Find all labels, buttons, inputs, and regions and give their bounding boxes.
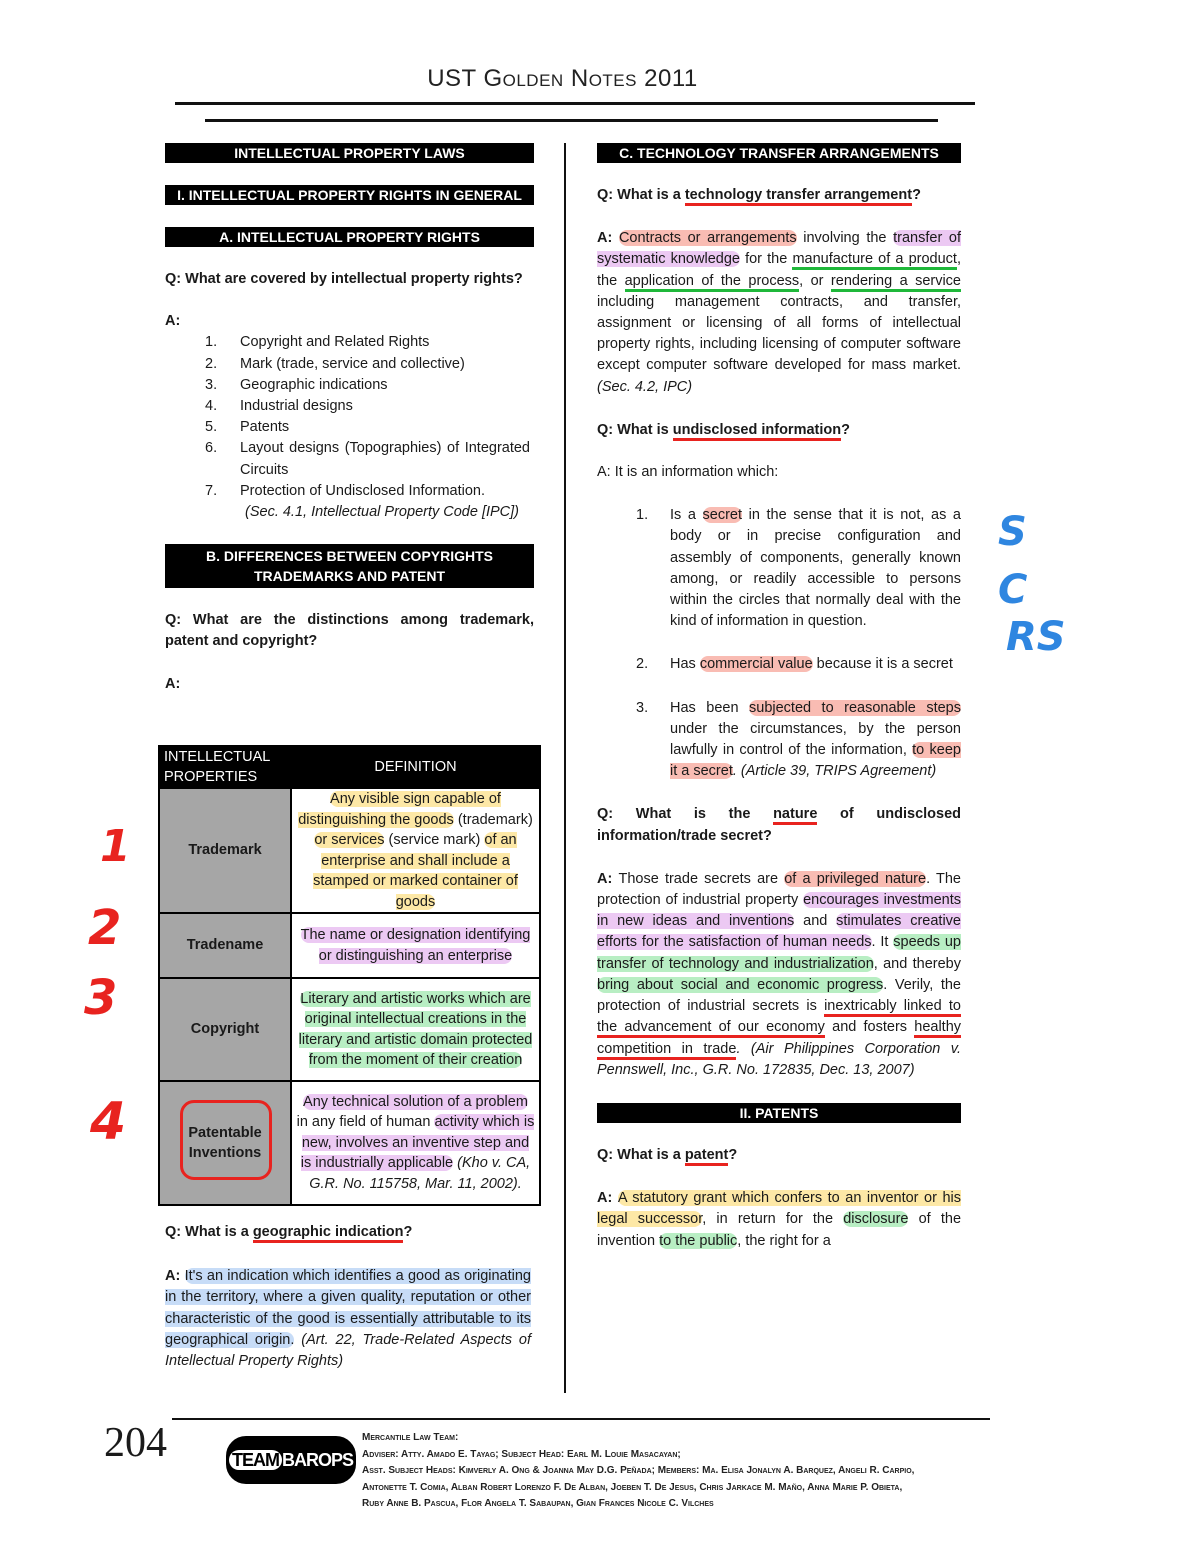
logo-text: TEAM <box>229 1450 282 1470</box>
text-segment: Has <box>670 656 700 673</box>
text-segment: A: <box>597 230 619 247</box>
table-row <box>159 978 540 1081</box>
handwritten-c: C <box>998 567 1028 613</box>
handwritten-s: S <box>998 509 1027 555</box>
property-definition <box>291 978 540 1081</box>
list-text: Patents <box>240 419 290 436</box>
highlighted-text: Contracts or arrangements <box>618 230 797 247</box>
list-item <box>205 417 530 438</box>
answer <box>597 1188 961 1252</box>
highlighted-text: to the public <box>659 1232 738 1249</box>
highlighted-text: Literary and artistic works which are original intellectual creations in the literary and artistic domain protected from the moment of their creation <box>298 990 533 1068</box>
text-segment: and fosters <box>824 1019 915 1036</box>
list-text: Industrial designs <box>240 398 353 415</box>
text-segment: (trademark) <box>453 811 533 828</box>
underlined-text: healthy competition in trade <box>597 1019 961 1059</box>
highlighted-text: of a privileged nature <box>784 870 927 887</box>
list-number: 3. <box>205 376 218 393</box>
underlined-text: geographic indication <box>253 1224 404 1243</box>
citation: (Sec. 4.1, Intellectual Property Code [IPC]) <box>245 504 520 521</box>
highlighted-text: or services <box>314 832 385 848</box>
text-segment: . It <box>871 934 894 951</box>
highlighted-text: The name or designation identifying or distinguishing an enterprise <box>300 927 531 964</box>
list-item <box>636 698 961 783</box>
logo-text: BAROPS <box>282 1450 354 1470</box>
table-row <box>159 913 540 978</box>
column-header: INTELLECTUAL PROPERTIES <box>159 746 291 788</box>
underlined-text: application of the process <box>625 273 800 292</box>
highlighted-text: bring about social and economic progress <box>597 976 884 993</box>
list-text: Mark (trade, service and collective) <box>240 355 465 372</box>
text-segment: Q: What is <box>597 421 673 438</box>
question <box>597 1145 961 1166</box>
highlighted-text: subjected to reasonable steps <box>749 699 961 716</box>
text-segment: , the <box>597 251 961 289</box>
answer <box>597 228 961 398</box>
underlined-text: inextricably linked to the advancement of our economy <box>597 998 961 1038</box>
section-bar <box>165 544 534 588</box>
text-segment: Q: What is a <box>597 1146 685 1163</box>
credit-line: Mercantile Law Team: <box>362 1432 459 1443</box>
list-number: 5. <box>205 419 218 436</box>
credit-line: Asst. Subject Heads: Kimverly A. Ong & Joanna May D.G. Peñada; Members: Ma. Elisa Jonalyn A. Barquez, Angeli R. Carpio, <box>362 1465 915 1476</box>
list-number: 4. <box>205 398 218 415</box>
text-segment: because it is a secret <box>812 656 953 673</box>
property-definition <box>291 1081 540 1205</box>
text-segment: for the <box>739 251 793 268</box>
text-segment: , in return for the <box>702 1211 844 1228</box>
list-item <box>205 396 530 417</box>
property-definition <box>291 788 540 913</box>
section-bar: II. PATENTS <box>597 1103 961 1123</box>
property-name: Tradename <box>159 913 291 978</box>
highlighted-text: activity which is new, involves an inventive step and is industrially applicable <box>300 1114 535 1172</box>
list-number: 6. <box>205 440 218 457</box>
list-item <box>205 481 530 502</box>
highlighted-text: Any visible sign capable of distinguishing the goods <box>298 791 501 828</box>
section-bar: C. TECHNOLOGY TRANSFER ARRANGEMENTS <box>597 143 961 163</box>
list-item <box>205 438 530 480</box>
handwritten-3: 3 <box>84 970 118 1026</box>
underlined-text: patent <box>685 1147 729 1166</box>
text-segment: of the invention <box>597 1211 962 1249</box>
answer <box>597 869 961 1081</box>
text-segment: A: <box>165 1268 185 1285</box>
text-segment: ? <box>403 1224 413 1240</box>
text-segment: , the right for a <box>737 1232 831 1249</box>
highlighted-text: transfer of systematic knowledge <box>597 230 961 268</box>
underlined-text: manufacture of a product <box>792 251 957 270</box>
question <box>597 804 961 846</box>
text-segment: of undisclosed information/trade secret? <box>597 806 962 844</box>
answer-label: A: <box>165 675 181 692</box>
text-segment: ? <box>912 187 921 203</box>
list-text: Layout designs (Topographies) of Integrated Circuits <box>240 440 530 478</box>
list-text: Protection of Undisclosed Information. <box>240 482 486 499</box>
text-segment: Is a <box>670 507 703 524</box>
list-item <box>636 654 961 675</box>
header-rule-inner <box>205 119 938 122</box>
underlined-text: rendering a service <box>831 273 961 292</box>
text-segment: . Verily, the protection of industrial secrets is <box>597 976 961 1015</box>
property-definition <box>291 913 540 978</box>
header-rule <box>175 102 975 105</box>
answer-label: A: <box>165 313 181 330</box>
team-barops-logo <box>226 1436 356 1484</box>
section-bar-line: B. DIFFERENCES BETWEEN COPYRIGHTS <box>205 548 494 565</box>
underlined-text: undisclosed information <box>673 422 841 441</box>
answer-intro: A: It is an information which: <box>597 464 779 481</box>
list-item <box>205 354 530 375</box>
text-segment: Q: What is a <box>597 187 685 203</box>
property-name: Copyright <box>159 978 291 1081</box>
section-bar: INTELLECTUAL PROPERTY LAWS <box>165 143 534 163</box>
highlighted-text: disclosure <box>843 1211 909 1228</box>
table-row <box>159 788 540 913</box>
text-segment: A: <box>597 1190 618 1207</box>
footer-rule <box>172 1418 990 1420</box>
highlighted-text: (Art. 22, Trade-Related Aspects of Intellectual Property Rights) <box>165 1331 531 1370</box>
highlighted-text: stimulates creative efforts for the satisfaction of human needs <box>597 913 961 951</box>
right-column <box>597 143 961 1252</box>
text-segment: ? <box>728 1146 738 1163</box>
section-bar: A. INTELLECTUAL PROPERTY RIGHTS <box>165 227 534 247</box>
text-segment: and <box>794 913 837 930</box>
highlighted-text: Any technical solution of a problem <box>303 1093 528 1110</box>
hand-drawn-circle <box>180 1100 272 1180</box>
left-column-bottom <box>165 1222 531 1372</box>
credit-line: Ruby Anne B. Pascua, Flor Angela T. Sabaupan, Gian Frances Nicole C. Vilches <box>362 1498 714 1509</box>
team-credits <box>362 1430 914 1513</box>
question <box>165 1222 531 1243</box>
text-segment: . The protection of industrial property <box>597 870 962 909</box>
section-bar-line: TRADEMARKS AND PATENT <box>253 568 446 585</box>
handwritten-1: 1 <box>100 821 131 872</box>
property-name: Patentable Inventions <box>159 1081 291 1205</box>
text-segment: involving the <box>796 230 894 247</box>
text-segment: , or <box>799 272 831 289</box>
list-number: 3. <box>636 699 649 716</box>
undisclosed-info-list <box>636 505 961 782</box>
answer <box>165 1266 531 1372</box>
left-column <box>165 143 534 695</box>
highlighted-text: speeds up transfer of technology and industrialization <box>597 934 961 972</box>
text-segment: including management contracts, and transfer, assignment or licensing of all forms of intellectual property rights, including licensing of computer software except computer software developed for mass market. <box>597 293 961 374</box>
text-segment: , and thereby <box>873 955 961 972</box>
list-item <box>205 332 530 353</box>
text-segment: Q: What is the <box>597 806 774 823</box>
list-item <box>636 505 961 632</box>
section-bar: I. INTELLECTUAL PROPERTY RIGHTS IN GENERAL <box>165 185 534 205</box>
question <box>597 420 961 441</box>
text-segment: Q: What is a <box>165 1224 253 1240</box>
question: Q: What are covered by intellectual property rights? <box>165 271 523 287</box>
list-number: 2. <box>636 656 649 673</box>
highlighted-text: A statutory grant which confers to an inventor or his legal successor <box>597 1190 961 1228</box>
highlighted-text: secret <box>702 507 743 524</box>
ip-rights-list <box>205 332 530 502</box>
text-segment: Has been <box>670 699 749 716</box>
handwritten-2: 2 <box>88 900 122 956</box>
highlighted-text: (Kho v. CA, G.R. No. 115758, Mar. 11, 2002). <box>309 1155 531 1192</box>
column-header: DEFINITION <box>291 746 540 788</box>
text-segment: in the sense that it is not, as a body or in precise configuration and assembly of components, generally known among, or readily accessible to persons within the circles that normally deal with the kind of information in question. <box>670 507 961 630</box>
text-segment: A: <box>597 870 619 887</box>
credit-line: Antonette T. Comia, Alban Robert Lorenzo F. De Alban, Joeben T. De Jesus, Chris Jarkace M. Maño, Anna Marie P. Obieta, <box>362 1481 903 1493</box>
list-number: 1. <box>205 334 218 351</box>
handwritten-4: 4 <box>90 1092 127 1152</box>
running-header-title: UST Golden Notes 2011 <box>427 65 698 92</box>
highlighted-text: to keep it a secret <box>670 742 961 780</box>
credit-line: Adviser: Atty. Amado E. Tayag; Subject Head: Earl M. Louie Masacayan; <box>362 1448 681 1460</box>
handwritten-rs: RS <box>1006 614 1066 660</box>
question <box>597 185 961 206</box>
text-segment: under the circumstances, by the person lawfully in control of the information, <box>670 720 961 759</box>
page-number: 204 <box>104 1420 167 1466</box>
list-number: 7. <box>205 482 218 499</box>
column-divider <box>564 143 566 1393</box>
list-text: Copyright and Related Rights <box>240 334 430 351</box>
text-segment: Those trade secrets are <box>618 870 785 887</box>
highlighted-text: of an enterprise and shall include a stamped or marked container of goods <box>313 832 518 910</box>
text-segment: ? <box>841 421 850 438</box>
underlined-text: technology transfer arrangement <box>685 187 912 206</box>
text-segment: (service mark) <box>384 832 485 848</box>
underlined-text: nature <box>773 806 817 825</box>
list-number: 1. <box>636 507 649 524</box>
list-item <box>205 375 530 396</box>
property-name: Trademark <box>159 788 291 913</box>
text-segment: in any field of human <box>296 1114 435 1131</box>
highlighted-text: encourages investments in new ideas and inventions <box>597 892 962 930</box>
highlighted-text: (Sec. 4.2, IPC) <box>597 378 693 395</box>
list-number: 2. <box>205 355 218 372</box>
highlighted-text: . (Article 39, TRIPS Agreement) <box>732 763 937 780</box>
highlighted-text: commercial value <box>699 656 813 673</box>
list-text: Geographic indications <box>240 376 388 393</box>
highlighted-text: It's an indication which identifies a good as originating in the territory, where a given quality, reputation or other characteristic of the good is essentially attributable to its geographical origin. <box>165 1268 531 1348</box>
highlighted-text: . (Air Philippines Corporation v. Pennswell, Inc., G.R. No. 172835, Dec. 13, 2007) <box>597 1040 961 1078</box>
question: Q: What are the distinctions among trademark, patent and copyright? <box>165 612 534 650</box>
